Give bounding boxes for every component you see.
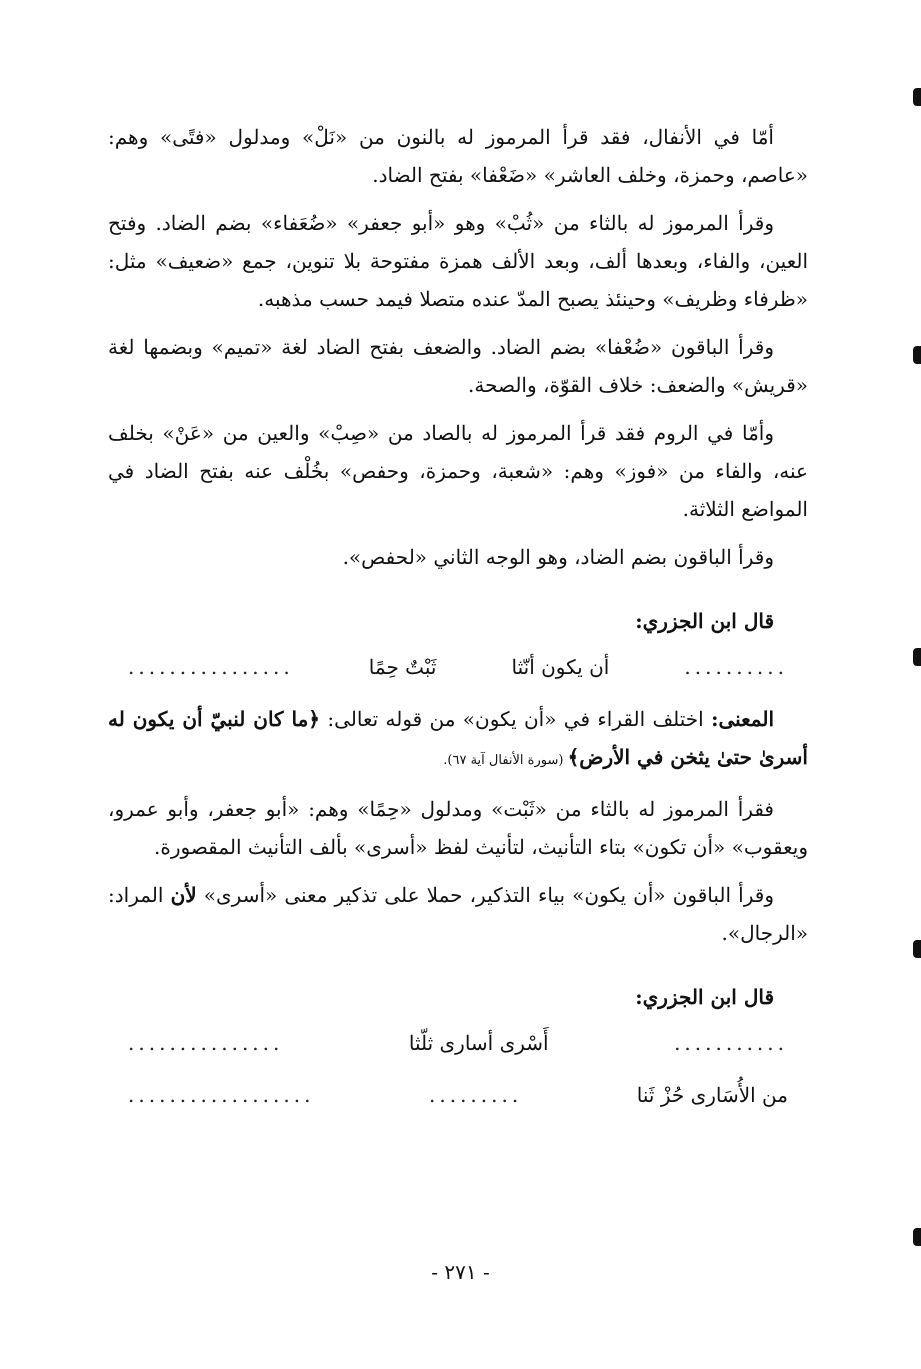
verse-hemistich: ثَبْتٌ حِمًا [368,655,437,679]
paragraph-ta-reading: فقرأ المرموز له بالثاء من «ثَبْت» ومدلول «حِمًا» وهم: «أبو جعفر، وأبو عمرو، ويعقوب» «أن تكون» بتاء التأنيث، لتأنيث لفظ «أسرى» بألف التأنيث المقصورة. [108,797,808,859]
verse-dots: .................. [128,1083,315,1107]
verse-dots: .......... [684,655,788,679]
meaning-text: اختلف القراء في «أن يكون» من قوله تعالى: [320,707,712,731]
page-number: - ٢٧١ - [431,1260,490,1284]
verse-line-1 [108,648,808,686]
edge-mark [913,940,921,958]
paragraph-rum: وأمّا في الروم فقد قرأ المرموز له بالصاد من «صِبْ» والعين من «عَنْ» بخلف عنه، والفاء من «فوز» وهم: «شعبة، وحمزة، وحفص» بخُلْف عنه بفتح الضاد في المواضع الثلاثة. [108,421,808,521]
verse-line-2 [108,1024,808,1062]
ya-reading-end: المراد: «الرجال». [108,883,808,945]
edge-mark [913,88,921,106]
paragraph-meaning [108,700,808,780]
ya-reading-bold: لأن [170,883,197,907]
edge-mark [913,346,921,364]
ya-reading-text: وقرأ الباقون «أن يكون» بياء التذكير، حملا على تذكير معنى «أسرى» [196,883,774,907]
section-heading-ibn-jazari-1: قال ابن الجزري: [635,609,774,633]
paragraph-anfal: أمّا في الأنفال، فقد قرأ المرموز له بالنون من «نَلْ» ومدلول «فتًى» وهم: «عاصم، وحمزة، وخلف العاشر» «ضَعْفا» بفتح الضاد. [108,125,808,187]
quran-quote: ﴿ما كان لنبيّ أن يكون له أسرىٰ حتىٰ يثخن في الأرض﴾ [108,707,808,769]
edge-mark [913,1228,921,1246]
paragraph-ya-reading [108,876,808,952]
verse-hemistich: أَسْرى أسارى ثلّثا [408,1031,549,1055]
meaning-label: المعنى: [711,707,775,731]
verse-dots: ......... [429,1083,523,1107]
section-heading-ibn-jazari-2: قال ابن الجزري: [635,985,774,1009]
surah-reference: (سورة الأنفال آية ٦٧). [443,753,568,768]
page-body [108,118,808,1128]
verse-dots: ................ [128,655,294,679]
edge-mark [913,648,921,666]
paragraph-abu-jafar: وقرأ المرموز له بالثاء من «ثُبْ» وهو «أبو جعفر» «ضُعَفاء» بضم الضاد. وفتح العين، والفاء، وبعدها ألف، وبعد الألف همزة مفتوحة بلا تنوين، جمع «ضعيف» مثل: «ظرفاء وظريف» وحينئذ يصبح المدّ عنده متصلا فيمد حسب مذهبه. [108,211,808,311]
paragraph-second-face: وقرأ الباقون بضم الضاد، وهو الوجه الثاني «لحفص». [342,545,774,569]
verse-hemistich: من الأُسَارى حُزْ ثَنا [636,1083,788,1107]
verse-dots: ............... [128,1031,284,1055]
verse-hemistich: أن يكون أنّثا [511,655,610,679]
paragraph-others: وقرأ الباقون «ضُعْفا» بضم الضاد. والضعف بفتح الضاد لغة «تميم» وبضمها لغة «قريش» والضعف: خلاف القوّة، والصحة. [108,335,808,397]
verse-dots: ........... [674,1031,788,1055]
verse-line-3 [108,1076,808,1114]
